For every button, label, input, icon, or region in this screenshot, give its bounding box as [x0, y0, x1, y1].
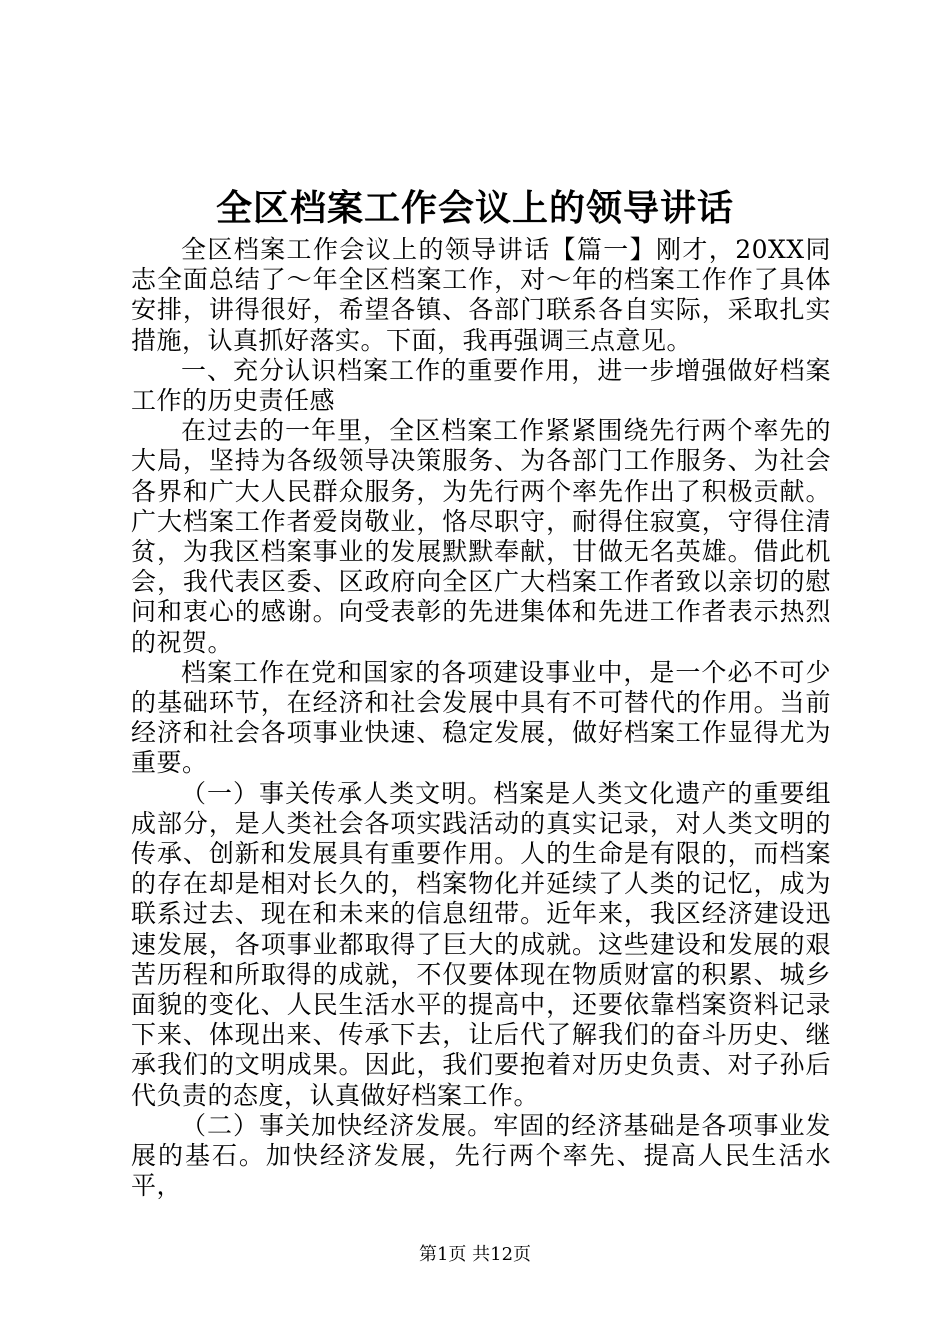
- document-title: 全区档案工作会议上的领导讲话: [215, 187, 734, 229]
- paragraph-point-1: （一）事关传承人类文明。档案是人类文化遗产的重要组成部分，是人类社会各项实践活动的真实记录，对人类文明的传承、创新和发展具有重要作用。人的生命是有限的，而档案的存在却是相对长久的，档案物化并延续了人类的记忆，成为联系过去、现在和未来的信息纽带。近年来，我区经济建设迅速发展，各项事业都取得了巨大的成就。这些建设和发展的艰苦历程和所取得的成就，不仅要体现在物质财富的积累、城乡面貌的变化、人民生活水平的提高中，还要依靠档案资料记录下来、体现出来、传承下去，让后代了解我们的奋斗历史、继承我们的文明成果。因此，我们要抱着对历史负责、对子孙后代负责的态度，认真做好档案工作。: [131, 778, 831, 1110]
- paragraph-archive-role: 档案工作在党和国家的各项建设事业中，是一个必不可少的基础环节，在经济和社会发展中具有不可替代的作用。当前经济和社会各项事业快速、稳定发展，做好档案工作显得尤为重要。: [131, 657, 831, 778]
- paragraph-section-heading-1: 一、充分认识档案工作的重要作用，进一步增强做好档案工作的历史责任感: [131, 355, 831, 416]
- document-body: [131, 235, 831, 1202]
- paragraph-intro: 全区档案工作会议上的领导讲话【篇一】刚才，20XX同志全面总结了～年全区档案工作，对～年的档案工作作了具体安排，讲得很好，希望各镇、各部门联系各自实际，采取扎实措施，认真抓好落实。下面，我再强调三点意见。: [131, 235, 831, 355]
- page-footer: 第1页 共12页: [418, 1244, 532, 1265]
- paragraph-past-year: 在过去的一年里，全区档案工作紧紧围绕先行两个率先的大局，坚持为各级领导决策服务、为各部门工作服务、为社会各界和广大人民群众服务，为先行两个率先作出了积极贡献。广大档案工作者爱岗敬业，恪尽职守，耐得住寂寞，守得住清贫，为我区档案事业的发展默默奉献，甘做无名英雄。借此机会，我代表区委、区政府向全区广大档案工作者致以亲切的慰问和衷心的感谢。向受表彰的先进集体和先进工作者表示热烈的祝贺。: [131, 416, 831, 657]
- paragraph-point-2: （二）事关加快经济发展。牢固的经济基础是各项事业发展的基石。加快经济发展，先行两个率先、提高人民生活水平，: [131, 1110, 831, 1201]
